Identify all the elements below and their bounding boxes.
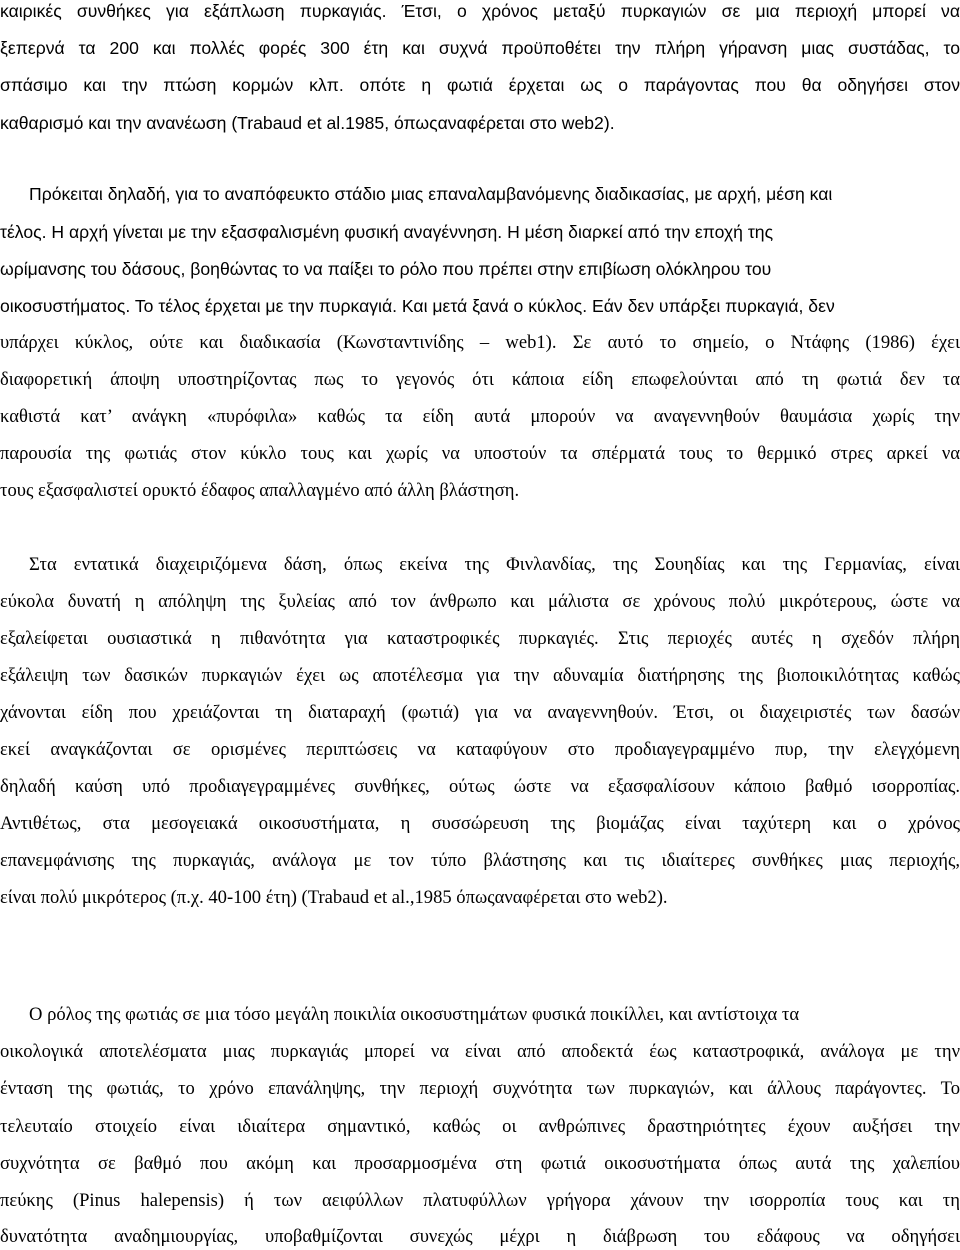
text-line: εξαλείφεται ουσιαστικά η πιθανότητα για καταστροφικές πυρκαγιές. Στις περιοχές αυτές η σχεδόν πλήρη <box>0 628 960 649</box>
text-line: επανεμφάνισης της πυρκαγιάς, ανάλογα με τον τύπο βλάστησης και τις ιδιαίτερες συνθήκες μιας περιοχής, <box>0 850 960 871</box>
text-line: πεύκης (Pinus halepensis) ή των αειφύλλων πλατυφύλλων γρήγορα χάνουν την ισορροπία τους και τη <box>0 1190 960 1211</box>
text-line: Ο ρόλος της φωτιάς σε μια τόσο μεγάλη ποικιλία οικοσυστημάτων φυσικά ποικίλλει, και αντίστοιχα τα <box>29 1004 800 1025</box>
text-line: οικολογικά αποτελέσματα μιας πυρκαγιάς μπορεί να είναι από αποδεκτά έως καταστροφικά, ανάλογα με την <box>0 1041 960 1062</box>
text-line: ωρίμανσης του δάσους, βοηθώντας το να παίξει το ρόλο που πρέπει στην επιβίωση ολόκληρου του <box>0 259 772 279</box>
text-line: παρουσία της φωτιάς στον κύκλο τους και χωρίς να υποστούν τα σπέρματά τους το θερμικό στρες αρκεί να <box>0 443 960 464</box>
text-line: υπάρχει κύκλος, ούτε και διαδικασία (Κωνσταντινίδης – web1). Σε αυτό το σημείο, ο Ντάφης (1986) έχει <box>0 332 960 353</box>
text-line: Πρόκειται δηλαδή, για το αναπόφευκτο στάδιο μιας επαναλαμβανόμενης διαδικασίας, με αρχή, μέση και <box>29 184 833 204</box>
text-line: είναι πολύ μικρότερος (π.χ. 40-100 έτη) (Trabaud et al.,1985 όπωςαναφέρεται στο web2). <box>0 887 668 908</box>
text-line: καιρικές συνθήκες για εξάπλωση πυρκαγιάς. Έτσι, ο χρόνος μεταξύ πυρκαγιών σε μια περιοχή μπορεί να <box>0 1 960 21</box>
text-line: τους εξασφαλιστεί ορυκτό έδαφος απαλλαγμένο από άλλη βλάστηση. <box>0 480 520 501</box>
text-line: δηλαδή καύση υπό προδιαγεγραμμένες συνθήκες, ούτως ώστε να εξασφαλίσουν κάποιο βαθμό ισορροπίας. <box>0 776 960 797</box>
text-line: ξεπερνά τα 200 και πολλές φορές 300 έτη και συχνά προϋποθέτει την πλήρη γήρανση μιας συστάδας, το <box>0 38 960 58</box>
text-line: τέλος. Η αρχή γίνεται με την εξασφαλισμένη φυσική αναγέννηση. Η μέση διαρκεί από την εποχή της <box>0 222 774 242</box>
text-line: εξάλειψη των δασικών πυρκαγιών έχει ως αποτέλεσμα για την αδυναμία διατήρησης της βιοποικιλότητας καθώς <box>0 665 960 686</box>
text-line: εύκολα δυνατή η απόληψη της ξυλείας από τον άνθρωπο και μάλιστα σε χρόνους πολύ μικρότερους, ώστε να <box>0 591 960 612</box>
text-line: Αντιθέτως, στα μεσογειακά οικοσυστήματα, η συσσώρευση της βιομάζας είναι ταχύτερη και ο χρόνος <box>0 813 960 834</box>
text-line: διαφορετική άποψη υποστηρίζοντας πως το γεγονός ότι κάποια είδη επωφελούνται από τη φωτιά δεν τα <box>0 369 960 390</box>
text-line: ένταση της φωτιάς, το χρόνο επανάληψης, την περιοχή συχνότητα των πυρκαγιών, και άλλους παράγοντες. Το <box>0 1078 960 1099</box>
text-line: Στα εντατικά διαχειριζόμενα δάση, όπως εκείνα της Φινλανδίας, της Σουηδίας και της Γερμανίας, είναι <box>29 554 960 575</box>
text-line: οικοσυστήματος. Το τέλος έρχεται με την πυρκαγιά. Και μετά ξανά ο κύκλος. Εάν δεν υπάρξει πυρκαγιά, δεν <box>0 296 835 316</box>
text-line: συχνότητα σε βαθμό που ακόμη και προσαρμοσμένα στη φωτιά οικοσυστήματα όπως αυτά της χαλεπίου <box>0 1153 960 1174</box>
text-line: τελευταίο στοιχείο είναι ιδιαίτερα σημαντικό, καθώς οι ανθρώπινες δραστηριότητες έχουν αυξήσει την <box>0 1116 960 1137</box>
text-line: χάνονται είδη που χρειάζονται τη διαταραχή (φωτιά) για να αναγεννηθούν. Έτσι, οι διαχειριστές των δασών <box>0 702 960 723</box>
text-line: καθιστά κατ’ ανάγκη «πυρόφιλα» καθώς τα είδη αυτά μπορούν να αναγεννηθούν θαυμάσια χωρίς την <box>0 406 960 427</box>
text-line: εκεί αναγκάζονται σε ορισμένες περιπτώσεις να καταφύγουν στο προδιαγεγραμμένο πυρ, την ελεγχόμενη <box>0 739 960 760</box>
text-line: δυνατότητα αναδημιουργίας, υποβαθμίζονται συνεχώς μέχρι η διάβρωση του εδάφους να οδηγήσει <box>0 1226 960 1247</box>
text-line: σπάσιμο και την πτώση κορμών κλπ. οπότε η φωτιά έρχεται ως ο παράγοντας που θα οδηγήσει στον <box>0 75 960 95</box>
text-line: καθαρισμό και την ανανέωση (Trabaud et al.1985, όπωςαναφέρεται στο web2). <box>0 113 615 133</box>
